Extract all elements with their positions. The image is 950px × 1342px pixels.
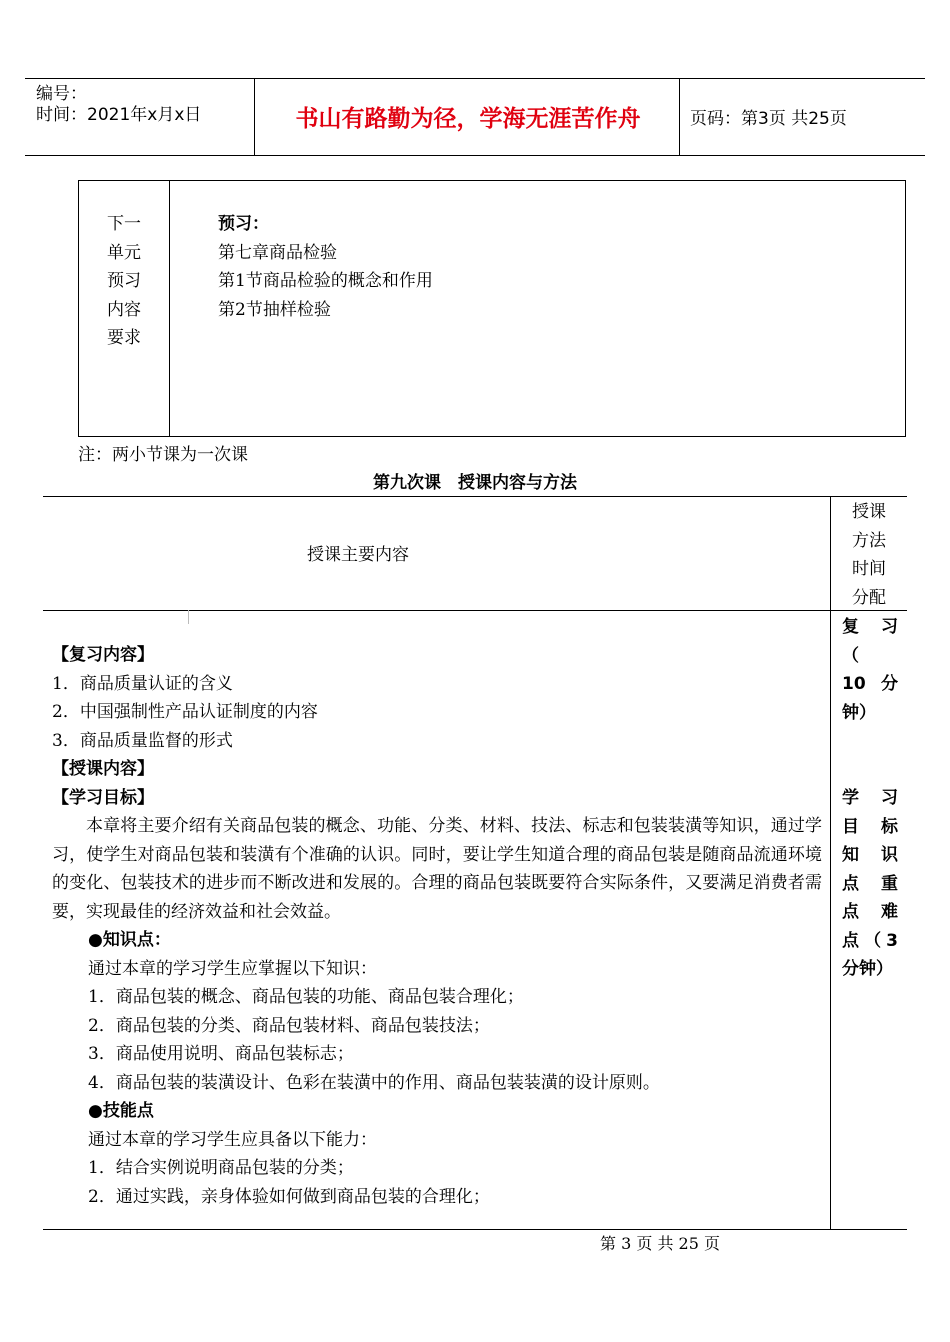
preview-box-divider (169, 180, 170, 437)
page-label: 页码：第3页 共25页 (690, 109, 847, 129)
main-content (52, 641, 824, 1211)
knowledge-heading: ●知识点： (88, 930, 171, 950)
knowledge-intro: 通过本章的学习学生应掌握以下知识： (88, 958, 377, 979)
method-header-line: 分配 (852, 587, 886, 608)
motto: 书山有路勤为径，学海无涯苦作舟 (295, 106, 641, 132)
main-content-header: 授课主要内容 (307, 545, 409, 565)
header-divider-2 (679, 78, 680, 155)
preview-line: 第2节抽样检验 (218, 299, 331, 320)
table-column-divider (830, 496, 831, 1229)
preview-label-line: 要求 (107, 328, 141, 348)
intro-paragraph: 本章将主要介绍有关商品包装的概念、功能、分类、材料、技法、标志和包装装潢等知识，通过学习，使学生对商品包装和装潢有个准确的认识。同时，要让学生知道合理的商品包装是随商品流通环境的变化、包装技术的进步而不断改进和发展的。合理的商品包装既要符合实际条件，又要满足消费者需要，实现最佳的经济效益和社会效益。 (52, 816, 822, 922)
skill-item: 1．结合实例说明商品包装的分类； (88, 1158, 354, 1178)
teaching-heading: 【授课内容】 (52, 759, 154, 779)
skill-item: 2．通过实践，亲身体验如何做到商品包装的合理化； (88, 1186, 490, 1207)
review-item: 3．商品质量监督的形式 (52, 730, 233, 751)
review-time-note: 复 习（ 10分钟） (842, 617, 898, 723)
review-heading: 【复习内容】 (52, 645, 154, 665)
header-top-line (25, 78, 925, 79)
page-footer: 第 3 页 共 25 页 (600, 1234, 720, 1253)
preview-box (78, 180, 906, 437)
knowledge-item: 3．商品使用说明、商品包装标志； (88, 1044, 354, 1064)
preview-line: 第1节商品检验的概念和作用 (218, 271, 433, 291)
table-tick-mark (188, 610, 189, 624)
code-label: 编号： (36, 84, 87, 104)
header-bottom-line (25, 155, 925, 156)
method-header (832, 498, 906, 612)
preview-label (92, 210, 156, 353)
knowledge-item: 4．商品包装的装潢设计、色彩在装潢中的作用、商品包装装潢的设计原则。 (88, 1072, 660, 1093)
method-header-line: 授课 (852, 502, 886, 522)
skill-heading: ●技能点 (88, 1101, 154, 1121)
method-header-line: 方法 (852, 530, 886, 551)
knowledge-block (52, 926, 824, 1211)
goals-heading: 【学习目标】 (52, 787, 154, 808)
skill-intro: 通过本章的学习学生应具备以下能力： (88, 1129, 377, 1150)
table-top-line (43, 496, 907, 497)
time-label: 时间：2021年x月x日 (36, 105, 202, 125)
preview-label-line: 预习 (107, 271, 141, 291)
preview-heading: 预习： (218, 214, 269, 234)
preview-line: 第七章商品检验 (218, 242, 337, 263)
preview-content (218, 210, 433, 324)
knowledge-item: 2．商品包装的分类、商品包装材料、商品包装技法； (88, 1015, 490, 1036)
preview-label-line: 内容 (107, 299, 141, 320)
preview-label-line: 单元 (107, 242, 141, 263)
preview-label-line: 下一 (107, 214, 141, 234)
review-item: 1．商品质量认证的含义 (52, 673, 233, 694)
table-header-bottom-line (43, 610, 907, 611)
goal-time-note: 学 习目 标知 识点 重点 难点（3分钟） (842, 788, 898, 979)
lesson-title: 第九次课 授课内容与方法 (373, 473, 577, 493)
knowledge-item: 1．商品包装的概念、商品包装的功能、商品包装合理化； (88, 987, 524, 1007)
class-note: 注：两小节课为一次课 (78, 445, 248, 465)
header-divider-1 (254, 78, 255, 155)
review-item: 2．中国强制性产品认证制度的内容 (52, 702, 318, 722)
method-header-line: 时间 (852, 559, 886, 579)
